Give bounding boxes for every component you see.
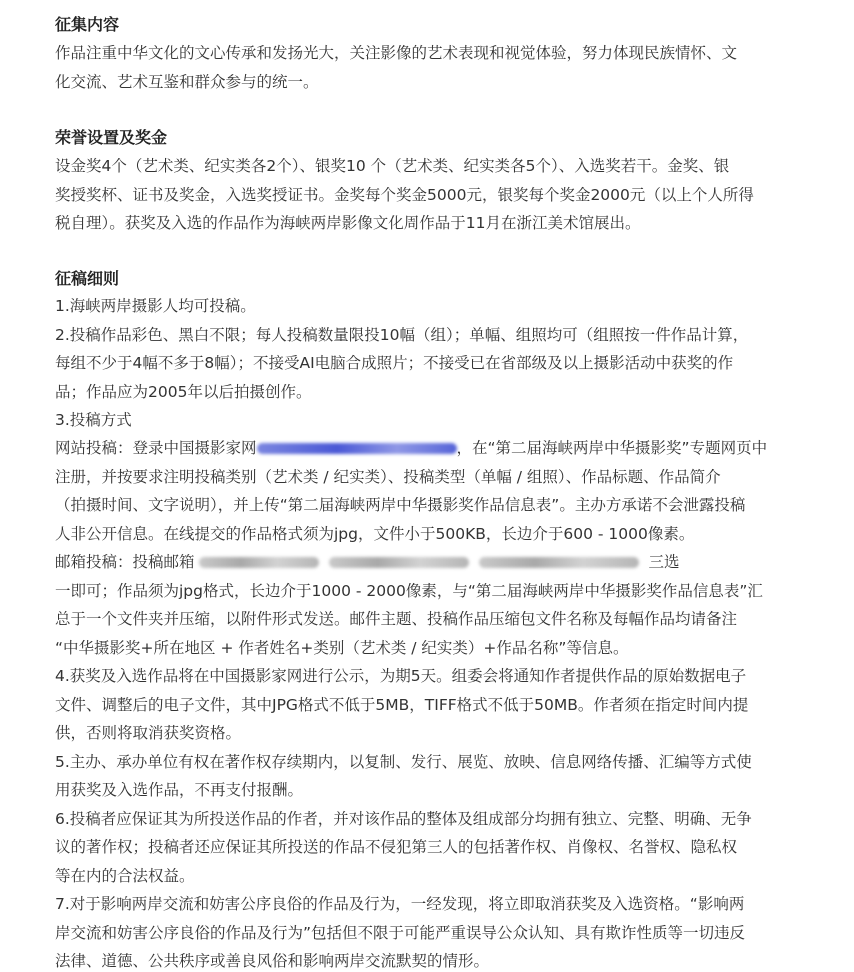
blurred-email-2: [329, 557, 469, 568]
rule-line: 每组不少于4幅不多于8幅）；不接受AI电脑合成照片；不接受已在省部级及以上摄影活动中获奖的作: [55, 354, 734, 372]
paragraph-line: 奖授奖杯、证书及奖金，入选奖授证书。金奖每个奖金5000元，银奖每个奖金2000元（以上个人所得: [55, 186, 754, 204]
section-title-content: 征集内容: [55, 15, 120, 34]
rule-line: 注册，并按要求注明投稿类别（艺术类 / 纪实类）、投稿类型（单幅 / 组照）、作品标题、作品简介: [55, 468, 721, 486]
mail-submission-suffix: 三选: [648, 553, 680, 571]
web-submission-suffix: ，在“第二届海峡两岸中华摄影奖”专题网页中: [456, 439, 768, 457]
rule-line: 一即可；作品须为jpg格式，长边介于1000 - 2000像素，与“第二届海峡两岸中华摄影奖作品信息表”汇: [55, 582, 763, 600]
web-submission-prefix: 网站投稿：登录中国摄影家网: [55, 439, 257, 457]
rule-line: 4.获奖及入选作品将在中国摄影家网进行公示，为期5天。组委会将通知作者提供作品的原始数据电子: [55, 667, 747, 685]
rule-line: 文件、调整后的电子文件，其中JPG格式不低于5MB，TIFF格式不低于50MB。作者须在指定时间内提: [55, 696, 749, 714]
rule-line: 1.海峡两岸摄影人均可投稿。: [55, 297, 256, 315]
rule-line: 供，否则将取消获奖资格。: [55, 724, 242, 742]
mail-submission-prefix: 邮箱投稿：投稿邮箱: [55, 553, 195, 571]
rule-line: 6.投稿者应保证其为所投送作品的作者，并对该作品的整体及组成部分均拥有独立、完整、明确、无争: [55, 810, 752, 828]
rule-line: 用获奖及入选作品，不再支付报酬。: [55, 781, 304, 799]
rule-line: 议的著作权；投稿者还应保证其所投送的作品不侵犯第三人的包括著作权、肖像权、名誉权、隐私权: [55, 838, 738, 856]
rule-line: 岸交流和妨害公序良俗的作品及行为”包括但不限于可能严重误导公众认知、具有欺诈性质等一切违反: [55, 924, 746, 942]
paragraph-line: 化交流、艺术互鉴和群众参与的统一。: [55, 73, 319, 91]
rule-line: 品；作品应为2005年以后拍摄创作。: [55, 383, 312, 401]
rule-line: （拍摄时间、文字说明），并上传“第二届海峡两岸中华摄影奖作品信息表”。主办方承诺不会泄露投稿: [55, 496, 746, 514]
section-title-rules: 征稿细则: [55, 269, 120, 288]
rule-line: 法律、道德、公共秩序或善良风俗和影响两岸交流默契的情形。: [55, 952, 490, 970]
rule-line: 2.投稿作品彩色、黑白不限；每人投稿数量限投10幅（组）；单幅、组照均可（组照按一件作品计算，: [55, 326, 749, 344]
mail-submission-line: [55, 551, 814, 573]
rule-line: 3.投稿方式: [55, 411, 132, 429]
rule-line: 5.主办、承办单位有权在著作权存续期内，以复制、发行、展览、放映、信息网络传播、汇编等方式使: [55, 753, 752, 771]
paragraph-line: 税自理）。获奖及入选的作品作为海峡两岸影像文化周作品于11月在浙江美术馆展出。: [55, 214, 641, 232]
blurred-email-1: [199, 557, 319, 568]
web-submission-line: [55, 437, 814, 459]
rule-line: “中华摄影奖+所在地区 + 作者姓名+类别（艺术类 / 纪实类）+作品名称”等信息。: [55, 639, 629, 657]
blurred-email-3: [479, 557, 639, 568]
section-title-awards: 荣誉设置及奖金: [55, 128, 168, 147]
rule-line: 人非公开信息。在线提交的作品格式须为jpg，文件小于500KB，长边介于600 - 1000像素。: [55, 525, 695, 543]
paragraph-line: 设金奖4个（艺术类、纪实类各2个）、银奖10 个（艺术类、纪实类各5个）、入选奖若干。金奖、银: [55, 157, 730, 175]
blurred-website-link[interactable]: [257, 443, 457, 454]
paragraph-line: 作品注重中华文化的文心传承和发扬光大，关注影像的艺术表现和视觉体验，努力体现民族情怀、文: [55, 44, 738, 62]
rule-line: 等在内的合法权益。: [55, 867, 195, 885]
rule-line: 7.对于影响两岸交流和妨害公序良俗的作品及行为，一经发现，将立即取消获奖及入选资格。“影响两: [55, 895, 745, 913]
rule-line: 总于一个文件夹并压缩，以附件形式发送。邮件主题、投稿作品压缩包文件名称及每幅作品均请备注: [55, 610, 738, 628]
